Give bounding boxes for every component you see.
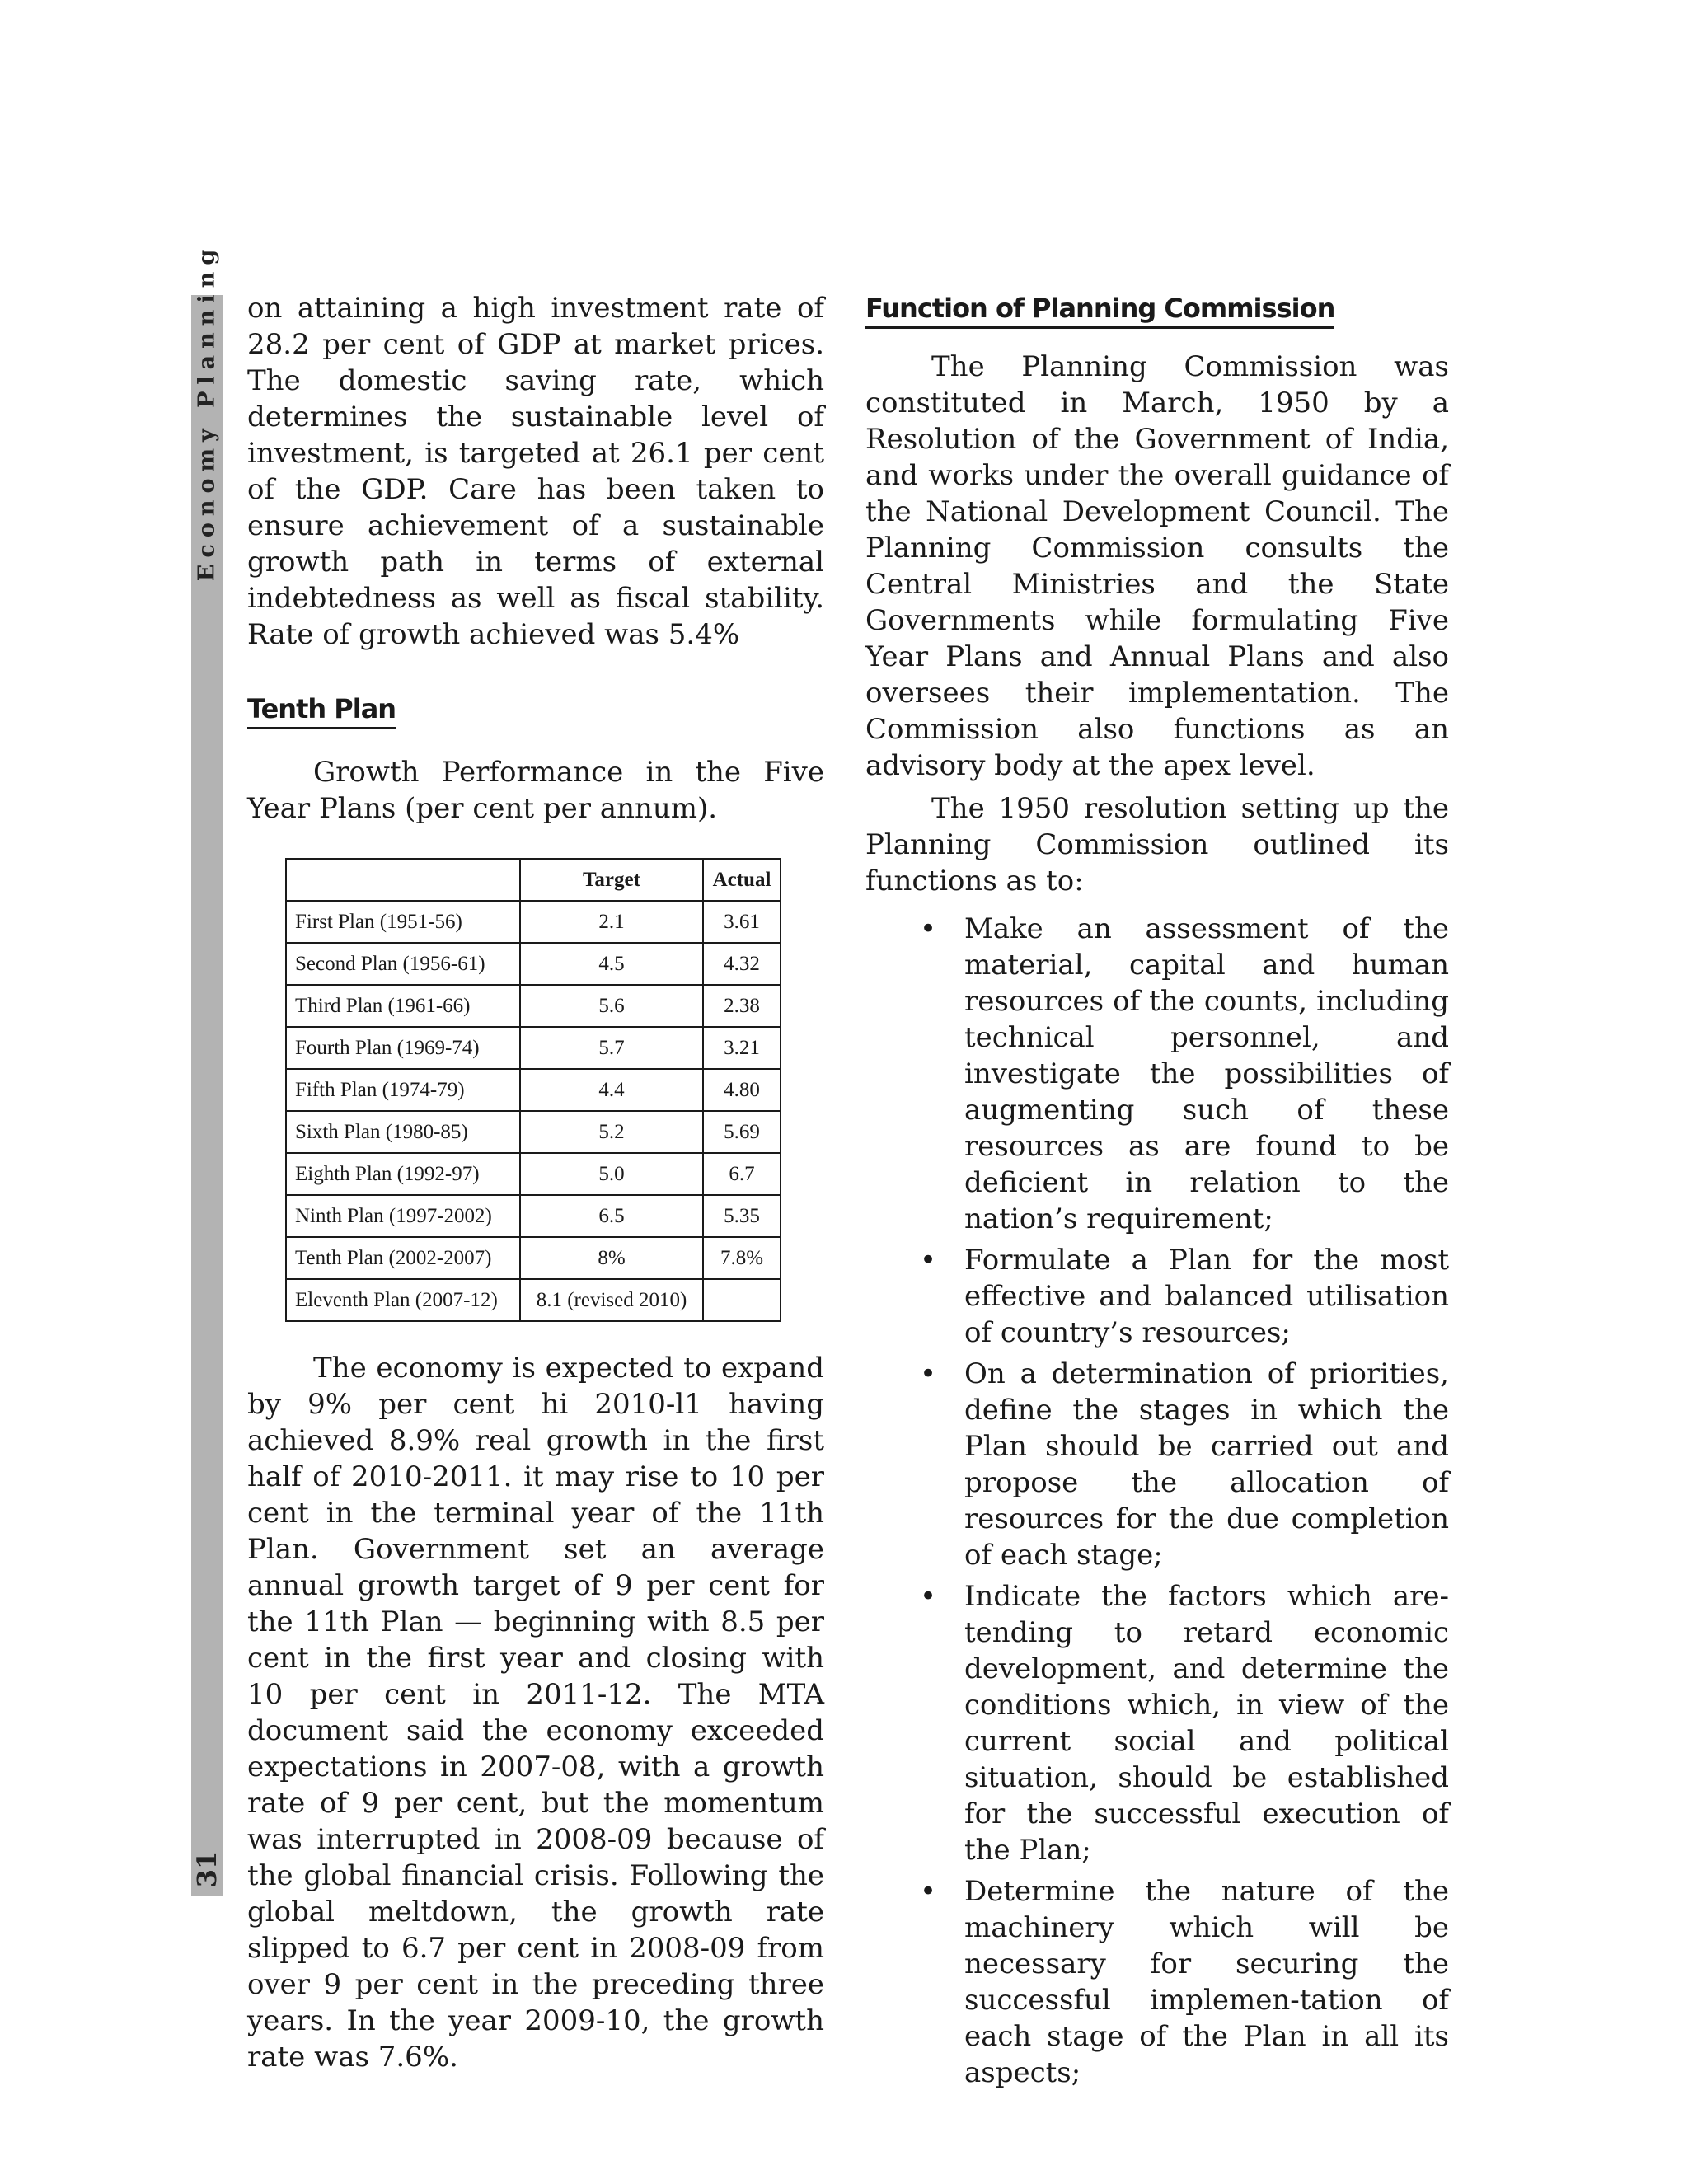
commission-paragraph: The Planning Commission was constituted in March, 1950 by a Resolution of the Government of India, and works under the overall guidance of the National Development Council. The Planning Commission consults the Central Ministries and the State Governments while formulating Five Year Plans and Annual Plans and also oversees their implementation. The Commission also functions as an advisory body at the apex level. (865, 350, 1449, 782)
table-row (286, 901, 781, 943)
plan-name-cell: Fifth Plan (1974-79) (286, 1069, 520, 1111)
left-column (247, 290, 824, 2075)
list-item (865, 911, 1449, 1237)
list-item-text: Determine the nature of the machinery which will be necessary for securing the successful implemen-tation of each stage of the Plan in all its aspects; (964, 1875, 1449, 2089)
target-cell: 5.7 (520, 1027, 703, 1069)
closing-paragraph: The economy is expected to expand by 9% per cent hi 2010-l1 having achieved 8.9% real growth in the first half of 2010-2011. it may rise to 10 per cent in the terminal year of the 11th Plan. Government set an average annual growth target of 9 per cent for the 11th Plan — beginning with 8.5 per cent in the first year and closing with 10 per cent in 2011-12. The MTA document said the economy exceeded expectations in 2007-08, with a growth rate of 9 per cent, but the momentum was interrupted in 2008-09 because of the global financial crisis. Following the global meltdown, the growth rate slipped to 6.7 per cent in 2008-09 from over 9 per cent in the preceding three years. In the year 2009-10, the growth rate was 7.6%. (247, 1352, 824, 2074)
actual-cell: 7.8% (703, 1237, 781, 1279)
list-item (865, 1242, 1449, 1351)
list-item (865, 1578, 1449, 1868)
list-item-text: Make an assessment of the material, capital and human resources of the counts, including technical personnel, and investigate the possibilities of augmenting such of these resources as are found to be deficient in relation to the nation’s requirement; (964, 912, 1449, 1235)
growth-performance-table (285, 858, 781, 1322)
actual-cell: 3.21 (703, 1027, 781, 1069)
target-cell: 2.1 (520, 901, 703, 943)
table-row (286, 1027, 781, 1069)
target-cell: 5.6 (520, 985, 703, 1027)
table-row (286, 1111, 781, 1153)
target-cell: 4.5 (520, 943, 703, 985)
list-item (865, 1356, 1449, 1573)
bullet-icon: • (920, 1244, 937, 1277)
target-cell: 5.0 (520, 1153, 703, 1195)
functions-list (865, 911, 1449, 2091)
target-cell: 4.4 (520, 1069, 703, 1111)
table-row (286, 985, 781, 1027)
table-row (286, 1195, 781, 1237)
plan-name-cell: Fourth Plan (1969-74) (286, 1027, 520, 1069)
right-column (865, 290, 1449, 2096)
plan-name-cell: Tenth Plan (2002-2007) (286, 1237, 520, 1279)
bullet-icon: • (920, 1580, 937, 1613)
list-item-text: Indicate the factors which are-tending to retard economic development, and determine the conditions which, in view of the current social and political situation, should be established for the successful execution of the Plan; (964, 1580, 1449, 1867)
bullet-icon: • (920, 1875, 937, 1908)
bullet-icon: • (920, 1357, 937, 1390)
plan-name-cell: Eleventh Plan (2007-12) (286, 1279, 520, 1321)
plan-name-cell: Eighth Plan (1992-97) (286, 1153, 520, 1195)
target-cell: 8% (520, 1237, 703, 1279)
target-cell: 8.1 (revised 2010) (520, 1279, 703, 1321)
plan-name-cell: Ninth Plan (1997-2002) (286, 1195, 520, 1237)
actual-cell: 6.7 (703, 1153, 781, 1195)
actual-cell: 4.32 (703, 943, 781, 985)
page-number: 31 (191, 1850, 223, 1888)
actual-cell: 4.80 (703, 1069, 781, 1111)
target-cell: 5.2 (520, 1111, 703, 1153)
planning-commission-heading: Function of Planning Commission (865, 292, 1334, 329)
table-header-row (286, 859, 781, 901)
list-item (865, 1873, 1449, 2091)
plan-name-cell: First Plan (1951-56) (286, 901, 520, 943)
bullet-icon: • (920, 912, 937, 945)
table-row (286, 1069, 781, 1111)
list-item-text: Formulate a Plan for the most effective and balanced utilisation of country’s resources; (964, 1244, 1449, 1349)
plan-name-cell: Third Plan (1961-66) (286, 985, 520, 1027)
header-cell-plan (286, 859, 520, 901)
table-caption: Growth Performance in the Five Year Plans (per cent per annum). (247, 756, 824, 825)
actual-cell (703, 1279, 781, 1321)
target-cell: 6.5 (520, 1195, 703, 1237)
intro-paragraph: on attaining a high investment rate of 28.2 per cent of GDP at market prices. The domestic saving rate, which determines the sustainable level of investment, is targeted at 26.1 per cent of the GDP. Care has been taken to ensure achievement of a sustainable growth path in terms of external indebtedness as well as fiscal stability. Rate of growth achieved was 5.4% (247, 292, 824, 651)
actual-cell: 2.38 (703, 985, 781, 1027)
resolution-paragraph: The 1950 resolution setting up the Planning Commission outlined its functions as to: (865, 792, 1449, 898)
list-item-text: On a determination of priorities, define the stages in which the Plan should be carried out and propose the allocation of resources for the due completion of each stage; (964, 1357, 1449, 1572)
table-row (286, 1279, 781, 1321)
actual-cell: 5.35 (703, 1195, 781, 1237)
plan-name-cell: Second Plan (1956-61) (286, 943, 520, 985)
header-cell-actual: Actual (703, 859, 781, 901)
running-title: Economy Planning (194, 242, 220, 582)
table-row (286, 1153, 781, 1195)
table-row (286, 943, 781, 985)
plan-name-cell: Sixth Plan (1980-85) (286, 1111, 520, 1153)
table-row (286, 1237, 781, 1279)
header-cell-target: Target (520, 859, 703, 901)
actual-cell: 5.69 (703, 1111, 781, 1153)
tenth-plan-heading: Tenth Plan (247, 692, 396, 729)
actual-cell: 3.61 (703, 901, 781, 943)
